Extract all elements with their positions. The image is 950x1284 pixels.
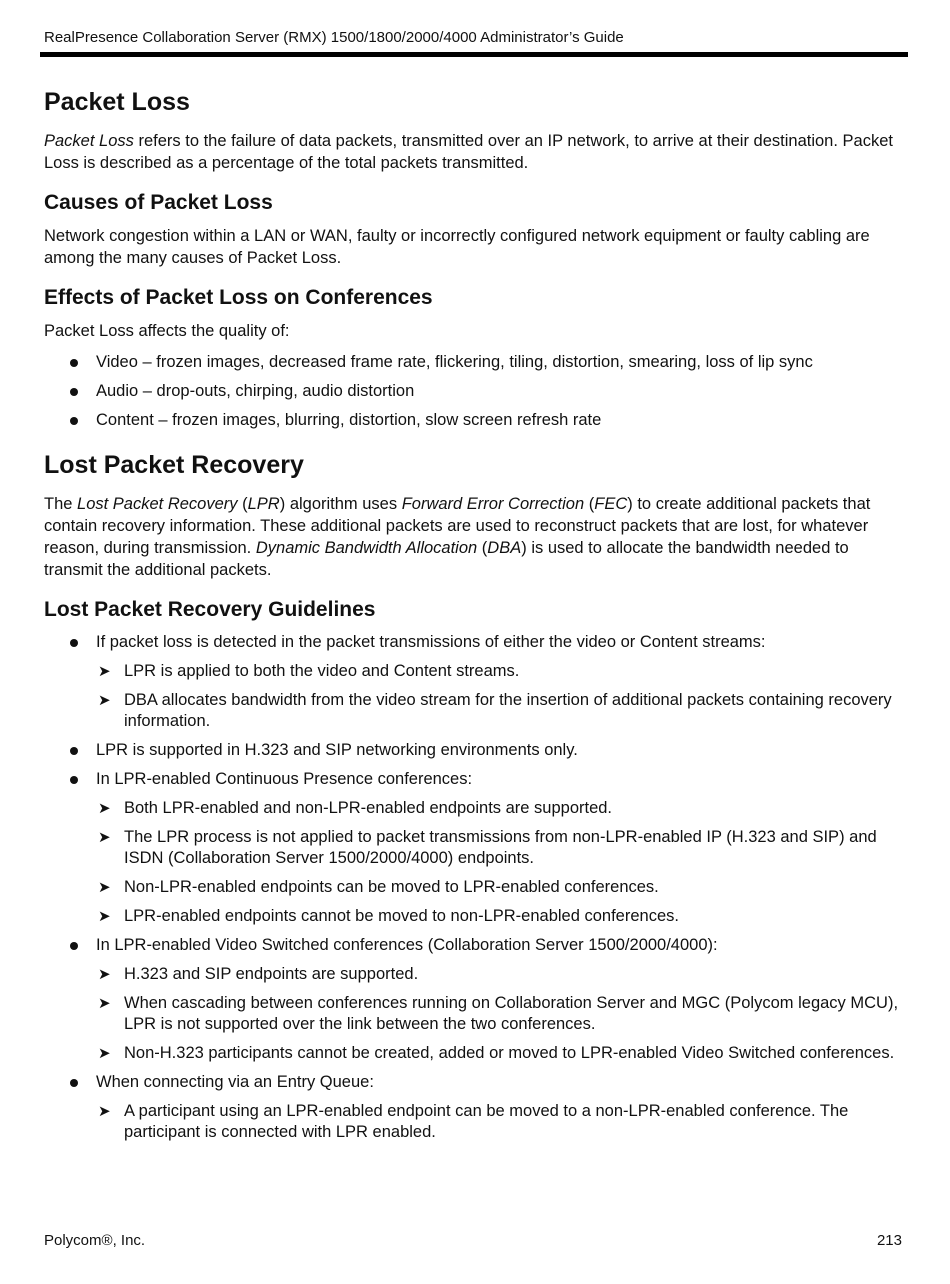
sub-list-item: ➤ LPR-enabled endpoints cannot be moved to non-LPR-enabled conferences. xyxy=(98,907,679,925)
list-item: LPR is supported in H.323 and SIP networking environments only. xyxy=(44,740,906,761)
sub-list-item: ➤ DBA allocates bandwidth from the video stream for the insertion of additional packets containing recovery information. xyxy=(98,691,892,730)
arrow-bullet-icon: ➤ xyxy=(98,663,111,680)
sub-list-item: ➤ LPR is applied to both the video and Content streams. xyxy=(98,662,520,680)
sub-list-item: ➤ A participant using an LPR-enabled endpoint can be moved to a non-LPR-enabled conference. The participant is connected with LPR enabled. xyxy=(98,1102,849,1141)
term-fec: Forward Error Correction xyxy=(401,495,585,513)
page-number: 213 xyxy=(876,1232,902,1249)
arrow-bullet-icon: ➤ xyxy=(98,966,111,983)
page-content xyxy=(44,86,906,1151)
term-packet-loss: Packet Loss xyxy=(44,132,134,150)
arrow-bullet-icon: ➤ xyxy=(98,800,111,817)
list-item: In LPR-enabled Video Switched conferences (Collaboration Server 1500/2000/4000): ➤ H.323 and SIP endpoints are supported. ➤ When cascading between conferences running on Collaboration Server and MGC (Polycom legacy MCU), LPR is not supported over the link between the two conferences. ➤ Non-H.323 participants cannot be created, added or moved to LPR-enabled Video Switched conferences. xyxy=(44,935,906,1064)
term-dba: Dynamic Bandwidth Allocation xyxy=(255,539,478,557)
heading-lpr: Lost Packet Recovery xyxy=(44,451,304,479)
sub-list-item: ➤ Both LPR-enabled and non-LPR-enabled endpoints are supported. xyxy=(98,799,613,817)
list-item: Video – frozen images, decreased frame rate, flickering, tiling, distortion, smearing, loss of lip sync xyxy=(44,352,906,373)
list-item: Content – frozen images, blurring, distortion, slow screen refresh rate xyxy=(44,410,906,431)
guidelines-list xyxy=(44,632,906,1143)
sub-list-item: ➤ The LPR process is not applied to packet transmissions from non-LPR-enabled IP (H.323 and SIP) and ISDN (Collaboration Server 1500/2000/4000) endpoints. xyxy=(98,828,877,867)
footer-company: Polycom®, Inc. xyxy=(44,1232,146,1249)
heading-causes: Causes of Packet Loss xyxy=(44,191,273,214)
list-item: Audio – drop-outs, chirping, audio distortion xyxy=(44,381,906,402)
arrow-bullet-icon: ➤ xyxy=(98,879,111,896)
heading-packet-loss: Packet Loss xyxy=(44,88,190,116)
sub-list-item: ➤ Non-LPR-enabled endpoints can be moved to LPR-enabled conferences. xyxy=(98,878,659,896)
sub-list xyxy=(96,798,906,927)
effects-list xyxy=(44,352,906,431)
packet-loss-paragraph: Packet Loss refers to the failure of data packets, transmitted over an IP network, to arrive at their destination. Packet Loss is described as a percentage of the total packets transmitted. xyxy=(44,132,893,172)
arrow-bullet-icon: ➤ xyxy=(98,692,111,709)
lpr-paragraph: The Lost Packet Recovery (LPR) algorithm uses Forward Error Correction (FEC) to create additional packets that contain recovery information. These additional packets are used to reconstruct packets that are lost, for whatever reason, during transmission. Dynamic Bandwidth Allocation (DBA) is used to allocate the bandwidth needed to transmit the additional packets. xyxy=(44,495,871,579)
arrow-bullet-icon: ➤ xyxy=(98,908,111,925)
term-lpr: Lost Packet Recovery xyxy=(77,495,238,513)
arrow-bullet-icon: ➤ xyxy=(98,829,111,846)
running-header: RealPresence Collaboration Server (RMX) 1500/1800/2000/4000 Administrator’s Guide xyxy=(44,29,624,46)
effects-intro: Packet Loss affects the quality of: xyxy=(44,322,290,340)
sub-list xyxy=(96,964,906,1064)
sub-list xyxy=(96,1101,906,1143)
arrow-bullet-icon: ➤ xyxy=(98,1103,111,1120)
sub-list xyxy=(96,661,906,732)
sub-list-item: ➤ H.323 and SIP endpoints are supported. xyxy=(98,965,419,983)
heading-effects: Effects of Packet Loss on Conferences xyxy=(44,286,433,309)
header-rule xyxy=(40,52,908,57)
arrow-bullet-icon: ➤ xyxy=(98,995,111,1012)
list-item: If packet loss is detected in the packet transmissions of either the video or Content streams: ➤ LPR is applied to both the video and Content streams. ➤ DBA allocates bandwidth from the video stream for the insertion of additional packets containing recovery information. xyxy=(44,632,906,732)
sub-list-item: ➤ Non-H.323 participants cannot be created, added or moved to LPR-enabled Video Switched conferences. xyxy=(98,1044,895,1062)
causes-paragraph: Network congestion within a LAN or WAN, faulty or incorrectly configured network equipment or faulty cabling are among the many causes of Packet Loss. xyxy=(44,227,870,267)
sub-list-item: ➤ When cascading between conferences running on Collaboration Server and MGC (Polycom legacy MCU), LPR is not supported over the link between the two conferences. xyxy=(98,994,899,1033)
arrow-bullet-icon: ➤ xyxy=(98,1045,111,1062)
list-item: When connecting via an Entry Queue: ➤ A participant using an LPR-enabled endpoint can be moved to a non-LPR-enabled conference. The participant is connected with LPR enabled. xyxy=(44,1072,906,1143)
list-item: In LPR-enabled Continuous Presence conferences: ➤ Both LPR-enabled and non-LPR-enabled endpoints are supported. ➤ The LPR process is not applied to packet transmissions from non-LPR-enabled IP (H.323 and SIP) and ISDN (Collaboration Server 1500/2000/4000) endpoints. ➤ Non-LPR-enabled endpoints can be moved to LPR-enabled conferences. ➤ LPR-enabled endpoints cannot be moved to non-LPR-enabled conferences. xyxy=(44,769,906,927)
heading-lpr-guidelines: Lost Packet Recovery Guidelines xyxy=(44,598,376,621)
